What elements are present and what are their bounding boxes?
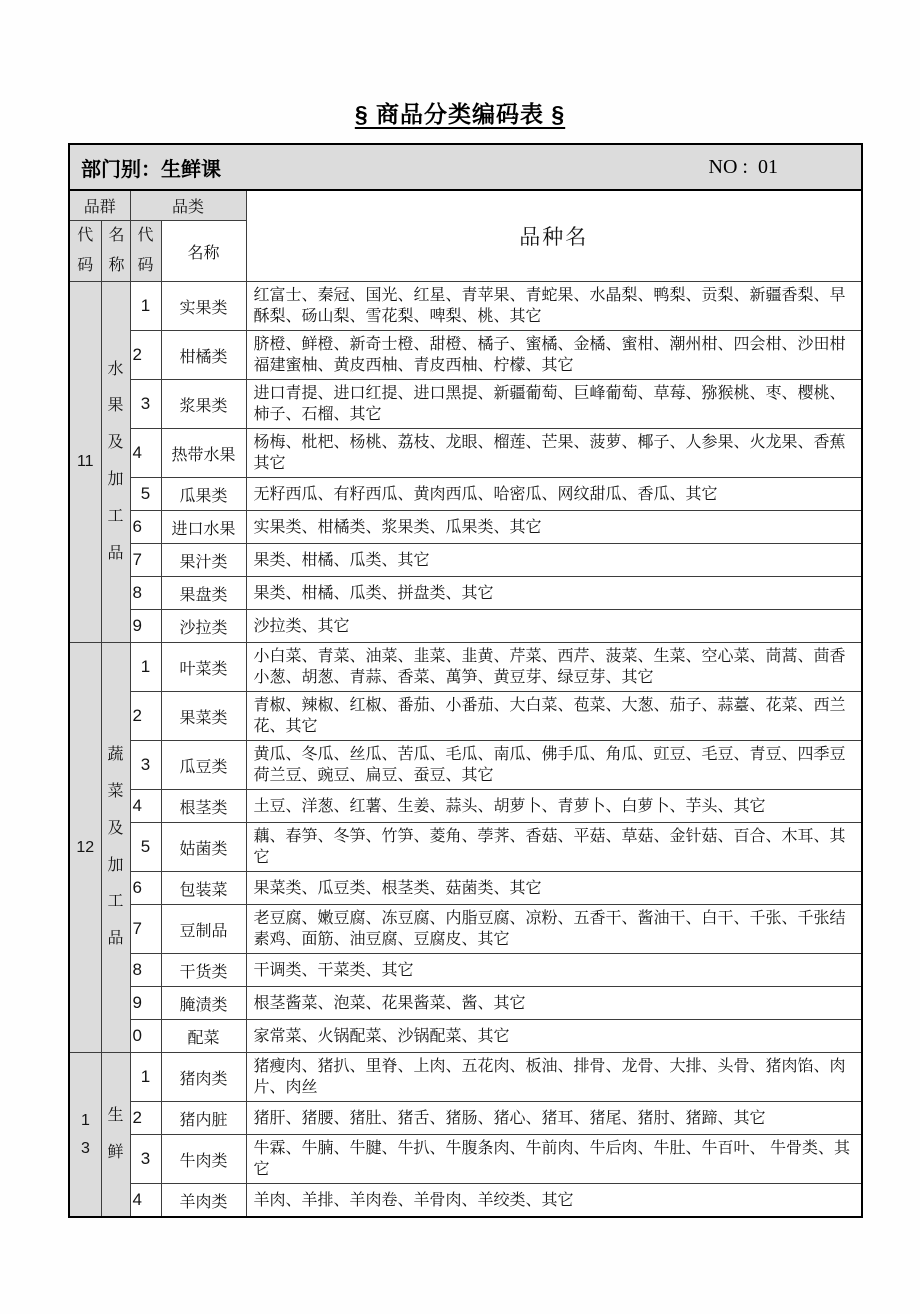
- category-code-cell: 8: [130, 954, 161, 987]
- group-code-cell: 12: [69, 643, 101, 1053]
- table-row: [69, 1020, 862, 1053]
- category-name-cell: 姑菌类: [161, 823, 246, 872]
- table-row: [69, 1053, 862, 1102]
- species-cell: 小白菜、青菜、油菜、韭菜、韭黄、芹菜、西芹、菠菜、生菜、空心菜、茼蒿、茴香 小葱、胡葱、青蒜、香菜、萬笋、黄豆芽、绿豆芽、其它: [246, 643, 862, 692]
- species-cell: 脐橙、鲜橙、新奇士橙、甜橙、橘子、蜜橘、金橘、蜜柑、潮州柑、四会柑、沙田柑 福建蜜柚、黄皮西柚、青皮西柚、柠檬、其它: [246, 331, 862, 380]
- table-row: [69, 741, 862, 790]
- table-row: [69, 954, 862, 987]
- species-cell: 猪瘦肉、猪扒、里脊、上肉、五花肉、板油、排骨、龙骨、大排、头骨、猪肉馅、肉 片、肉丝: [246, 1053, 862, 1102]
- species-cell: 羊肉、羊排、羊肉卷、羊骨肉、羊绞类、其它: [246, 1184, 862, 1218]
- category-name-cell: 包装菜: [161, 872, 246, 905]
- header-group-name: 名称: [101, 221, 130, 282]
- header-category: 品类: [130, 190, 246, 221]
- species-cell: 猪肝、猪腰、猪肚、猪舌、猪肠、猪心、猪耳、猪尾、猪肘、猪蹄、其它: [246, 1102, 862, 1135]
- species-cell: 土豆、洋葱、红薯、生姜、蒜头、胡萝卜、青萝卜、白萝卜、芋头、其它: [246, 790, 862, 823]
- species-cell: 藕、春笋、冬笋、竹笋、菱角、荸荠、香菇、平菇、草菇、金针菇、百合、木耳、其 它: [246, 823, 862, 872]
- category-code-cell: 1: [130, 1053, 161, 1102]
- category-code-cell: 7: [130, 905, 161, 954]
- category-name-cell: 果菜类: [161, 692, 246, 741]
- category-code-cell: 7: [130, 544, 161, 577]
- table-row: [69, 544, 862, 577]
- table-header: [69, 190, 862, 282]
- category-name-cell: 实果类: [161, 282, 246, 331]
- category-code-cell: 3: [130, 741, 161, 790]
- species-cell: 杨梅、枇杷、杨桃、荔枝、龙眼、榴莲、芒果、菠萝、椰子、人参果、火龙果、香蕉 其它: [246, 429, 862, 478]
- category-code-cell: 6: [130, 872, 161, 905]
- classification-table: [68, 189, 863, 1218]
- table-row: [69, 790, 862, 823]
- category-name-cell: 牛肉类: [161, 1135, 246, 1184]
- table-row: [69, 823, 862, 872]
- category-code-cell: 2: [130, 331, 161, 380]
- table-row: [69, 1102, 862, 1135]
- table-row: [69, 692, 862, 741]
- category-code-cell: 1: [130, 643, 161, 692]
- category-name-cell: 腌渍类: [161, 987, 246, 1020]
- category-name-cell: 叶菜类: [161, 643, 246, 692]
- category-name-cell: 豆制品: [161, 905, 246, 954]
- category-name-cell: 瓜豆类: [161, 741, 246, 790]
- doc-number: NO : 01: [708, 155, 778, 178]
- species-cell: 青椒、辣椒、红椒、番茄、小番茄、大白菜、苞菜、大葱、茄子、蒜薹、花菜、西兰 花、其它: [246, 692, 862, 741]
- category-name-cell: 热带水果: [161, 429, 246, 478]
- table-row: [69, 429, 862, 478]
- category-name-cell: 配菜: [161, 1020, 246, 1053]
- category-name-cell: 根茎类: [161, 790, 246, 823]
- category-name-cell: 果盘类: [161, 577, 246, 610]
- category-name-cell: 柑橘类: [161, 331, 246, 380]
- table-row: [69, 577, 862, 610]
- group-code-cell: 13: [69, 1053, 101, 1218]
- category-code-cell: 9: [130, 610, 161, 643]
- species-cell: 实果类、柑橘类、浆果类、瓜果类、其它: [246, 511, 862, 544]
- category-code-cell: 8: [130, 577, 161, 610]
- category-name-cell: 瓜果类: [161, 478, 246, 511]
- table-row: [69, 905, 862, 954]
- table-row: [69, 511, 862, 544]
- species-cell: 沙拉类、其它: [246, 610, 862, 643]
- department-bar: [68, 143, 863, 189]
- page-title: [0, 0, 920, 143]
- species-cell: 进口青提、进口红提、进口黑提、新疆葡萄、巨峰葡萄、草莓、猕猴桃、枣、樱桃、 柿子、石榴、其它: [246, 380, 862, 429]
- header-category-code: 代码: [130, 221, 161, 282]
- category-code-cell: 3: [130, 380, 161, 429]
- header-category-name: 名称: [161, 221, 246, 282]
- category-code-cell: 6: [130, 511, 161, 544]
- species-cell: 家常菜、火锅配菜、沙锅配菜、其它: [246, 1020, 862, 1053]
- table-row: [69, 610, 862, 643]
- category-name-cell: 浆果类: [161, 380, 246, 429]
- category-name-cell: 猪肉类: [161, 1053, 246, 1102]
- header-row-top: [69, 190, 862, 221]
- category-name-cell: 猪内脏: [161, 1102, 246, 1135]
- category-code-cell: 4: [130, 1184, 161, 1218]
- category-code-cell: 5: [130, 823, 161, 872]
- table-row: [69, 478, 862, 511]
- category-code-cell: 2: [130, 692, 161, 741]
- table-row: [69, 331, 862, 380]
- table-row: [69, 1184, 862, 1218]
- table-sheet: [68, 143, 863, 1218]
- species-cell: 黄瓜、冬瓜、丝瓜、苦瓜、毛瓜、南瓜、佛手瓜、角瓜、豇豆、毛豆、青豆、四季豆 荷兰豆、豌豆、扁豆、蚕豆、其它: [246, 741, 862, 790]
- category-code-cell: 3: [130, 1135, 161, 1184]
- department-label: 部门别：生鲜课: [81, 158, 221, 181]
- species-cell: 红富士、秦冠、国光、红星、青苹果、青蛇果、水晶梨、鸭梨、贡梨、新疆香梨、早 酥梨、砀山梨、雪花梨、啤梨、桃、其它: [246, 282, 862, 331]
- page-title-text: § 商品分类编码表 §: [354, 101, 566, 127]
- table-row: [69, 872, 862, 905]
- table-row: [69, 1135, 862, 1184]
- species-cell: 干调类、干菜类、其它: [246, 954, 862, 987]
- table-row: [69, 987, 862, 1020]
- group-name-cell: 蔬菜及加工品: [101, 643, 130, 1053]
- category-code-cell: 0: [130, 1020, 161, 1053]
- header-species: 品种名: [246, 190, 862, 282]
- category-name-cell: 沙拉类: [161, 610, 246, 643]
- category-code-cell: 4: [130, 790, 161, 823]
- group-name-cell: 水果及加工品: [101, 282, 130, 643]
- table-row: [69, 380, 862, 429]
- species-cell: 无籽西瓜、有籽西瓜、黄肉西瓜、哈密瓜、网纹甜瓜、香瓜、其它: [246, 478, 862, 511]
- header-group: 品群: [69, 190, 130, 221]
- species-cell: 牛霖、牛腩、牛腱、牛扒、牛腹条肉、牛前肉、牛后肉、牛肚、牛百叶、 牛骨类、其它: [246, 1135, 862, 1184]
- species-cell: 根茎酱菜、泡菜、花果酱菜、酱、其它: [246, 987, 862, 1020]
- table-row: [69, 282, 862, 331]
- category-name-cell: 果汁类: [161, 544, 246, 577]
- group-name-cell: 生鲜: [101, 1053, 130, 1218]
- table-body: [69, 282, 862, 1218]
- category-code-cell: 1: [130, 282, 161, 331]
- table-row: [69, 643, 862, 692]
- category-name-cell: 羊肉类: [161, 1184, 246, 1218]
- species-cell: 果菜类、瓜豆类、根茎类、菇菌类、其它: [246, 872, 862, 905]
- category-name-cell: 进口水果: [161, 511, 246, 544]
- category-code-cell: 5: [130, 478, 161, 511]
- category-code-cell: 9: [130, 987, 161, 1020]
- category-code-cell: 4: [130, 429, 161, 478]
- category-name-cell: 干货类: [161, 954, 246, 987]
- species-cell: 果类、柑橘、瓜类、其它: [246, 544, 862, 577]
- header-group-code: 代码: [69, 221, 101, 282]
- category-code-cell: 2: [130, 1102, 161, 1135]
- species-cell: 老豆腐、嫩豆腐、冻豆腐、内脂豆腐、凉粉、五香干、酱油干、白干、千张、千张结 素鸡、面筋、油豆腐、豆腐皮、其它: [246, 905, 862, 954]
- group-code-cell: 11: [69, 282, 101, 643]
- species-cell: 果类、柑橘、瓜类、拼盘类、其它: [246, 577, 862, 610]
